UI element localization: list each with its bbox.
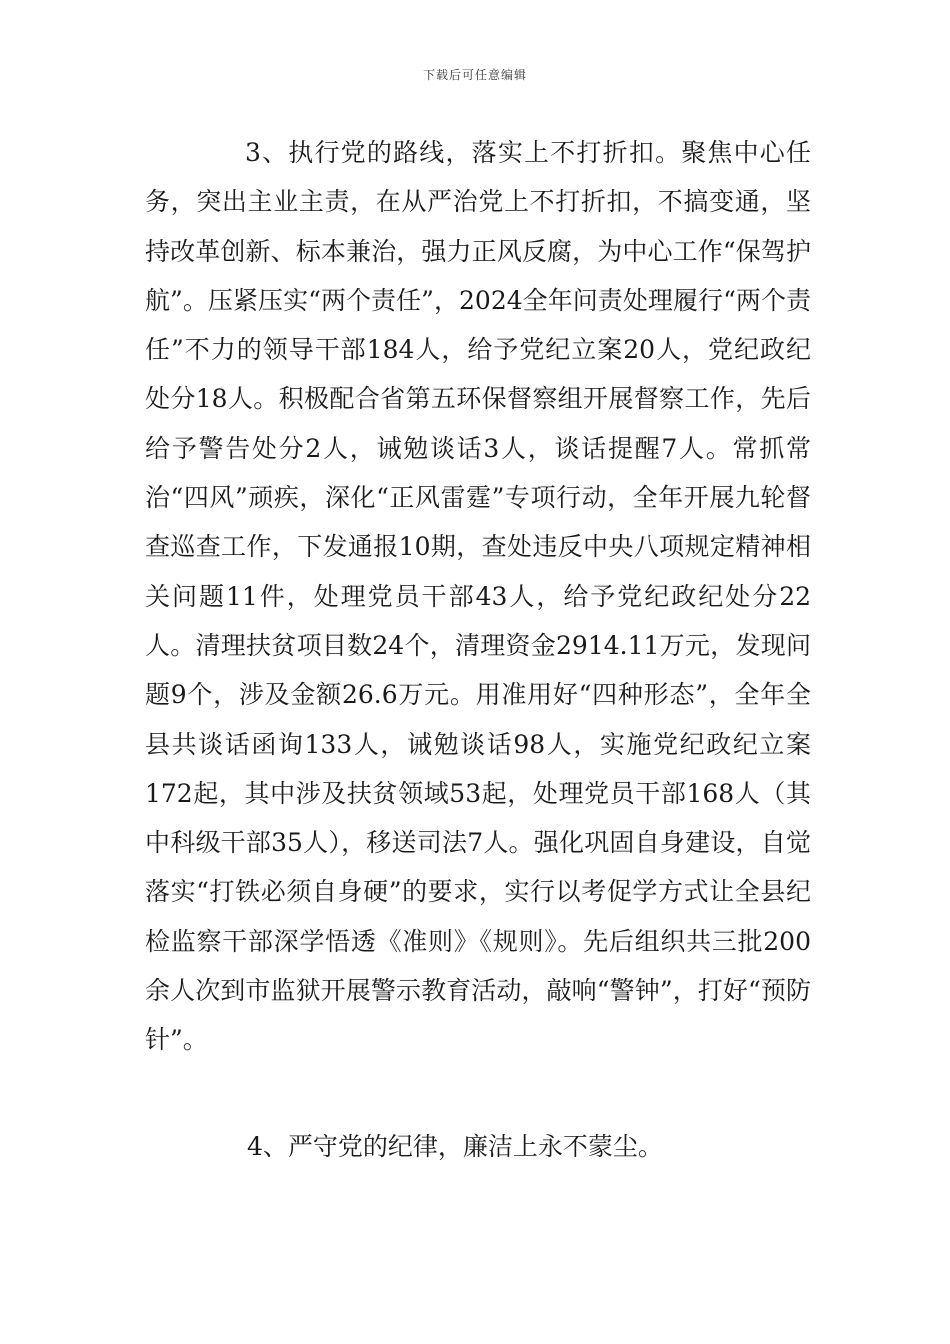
paragraph-section-3 — [145, 128, 811, 1065]
paragraph-section-4 — [145, 1122, 811, 1171]
page-header-note: 下载后可任意编辑 — [422, 68, 527, 82]
paragraph-text: 4、严守党的纪律，廉洁上永不蒙尘。 — [247, 1132, 663, 1161]
paragraph-text: 3、执行党的路线，落实上不打折扣。聚焦中心任务，突出主业主责，在从严治党上不打折扣，不搞变通，坚持改革创新、标本兼治，强力正风反腐，为中心工作“保驾护航”。压紧压实“两个责任”，2024全年问责处理履行“两个责任”不力的领导干部184人，给予党纪立案20人，党纪政纪处分18人。积极配合省第五环保督察组开展督察工作，先后给予警告处分2人，诫勉谈话3人，谈话提醒7人。常抓常治“四风”顽疾，深化“正风雷霆”专项行动，全年开展九轮督查巡查工作，下发通报10期，查处违反中央八项规定精神相关问题11件，处理党员干部43人，给予党纪政纪处分22人。清理扶贫项目数24个，清理资金2914.11万元，发现问题9个，涉及金额26.6万元。用准用好“四种形态”，全年全县共谈话函询133人，诫勉谈话98人，实施党纪政纪立案172起，其中涉及扶贫领域53起，处理党员干部168人（其中科级干部35人），移送司法7人。强化巩固自身建设，自觉落实“打铁必须自身硬”的要求，实行以考促学方式让全县纪检监察干部深学悟透《准则》《规则》。先后组织共三批200余人次到市监狱开展警示教育活动，敲响“警钟”，打好“预防针”。 — [145, 138, 811, 1055]
